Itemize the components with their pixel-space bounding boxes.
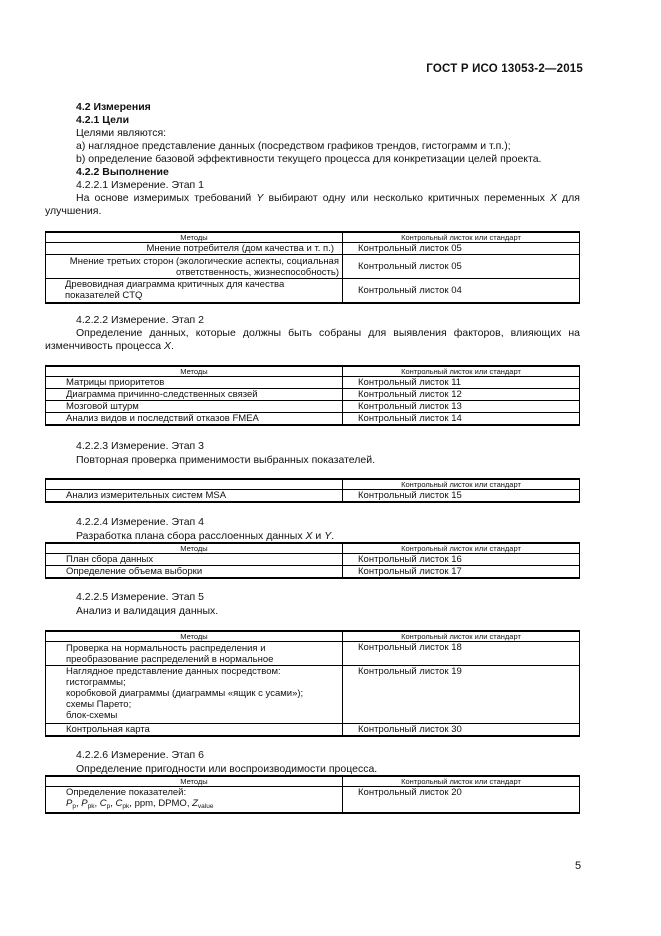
methods-table-step3 (45, 478, 580, 503)
column-header: Методы (46, 232, 343, 243)
table-row: Контрольная карта Контрольный листок 30 (46, 724, 580, 737)
column-header: Контрольный листок или стандарт (343, 776, 580, 787)
step-description: Анализ и валидация данных. (76, 605, 219, 617)
step-title: 4.2.2.6 Измерение. Этап 6 (76, 749, 204, 761)
table-row: Древовидная диаграмма критичных для качества показателей CTQ Контрольный листок 04 (46, 279, 580, 303)
table-row: Анализ измерительных систем MSA Контрольный листок 15 (46, 490, 580, 503)
section-title: 4.2 Измерения (76, 101, 151, 113)
capability-indices: $P_p$, $P_{pk}$, $C_p$, $C_{pk}$, ppm, DPMO, $Z_{value}$ (66, 798, 214, 810)
column-header: Методы (46, 776, 343, 787)
page-number: 5 (575, 860, 582, 872)
subsection-title: 4.2.1 Цели (76, 114, 130, 126)
column-header: Контрольный листок или стандарт (343, 479, 580, 490)
column-header: Контрольный листок или стандарт (343, 232, 580, 243)
goal-item: b) определение базовой эффективности текущего процесса для конкретизации целей проекта. (76, 153, 542, 165)
subsection-title: 4.2.2 Выполнение (76, 166, 169, 178)
table-row: Определение объема выборки Контрольный листок 17 (46, 566, 580, 579)
column-header: Методы (46, 543, 343, 554)
table-row: План сбора данных Контрольный листок 16 (46, 554, 580, 566)
step-description: Определение пригодности или воспроизводимости процесса. (76, 763, 378, 775)
step-title: 4.2.2.1 Измерение. Этап 1 (76, 179, 204, 191)
column-header: Контрольный листок или стандарт (343, 543, 580, 554)
methods-table-step6 (45, 775, 580, 814)
step-description: Определение данных, которые должны быть собраны для выявления факторов, влияющих на изменчивость процесса X. (45, 327, 580, 352)
methods-table-step5 (45, 630, 580, 737)
goals-intro: Целями являются: (76, 127, 167, 139)
step-description: Разработка плана сбора расслоенных данных X и Y. (76, 530, 335, 542)
table-row: Матрицы приоритетов Контрольный листок 11 (46, 377, 580, 389)
goal-item: a) наглядное представление данных (посредством графиков трендов, гистограмм и т.п.); (76, 140, 511, 152)
step-title: 4.2.2.4 Измерение. Этап 4 (76, 516, 204, 528)
table-row: Анализ видов и последствий отказов FMEA Контрольный листок 14 (46, 413, 580, 426)
column-header: Методы (46, 631, 343, 642)
document-code: ГОСТ Р ИСО 13053-2—2015 (426, 63, 583, 75)
column-header: Контрольный листок или стандарт (343, 366, 580, 377)
table-row: Определение показателей: $P_p$, $P_{pk}$, $C_p$, $C_{pk}$, ppm, DPMO, $Z_{value}$ Контрольный листок 20 (46, 787, 580, 814)
table-row: Диаграмма причинно-следственных связей Контрольный листок 12 (46, 389, 580, 401)
table-row: Мнение потребителя (дом качества и т. п.) Контрольный листок 05 (46, 243, 580, 255)
table-row: Мнение третьих сторон (экологические аспекты, социальная ответственность, жизнеспособность) Контрольный листок 05 (46, 255, 580, 279)
methods-table-step1 (45, 231, 580, 304)
column-header: Методы (46, 366, 343, 377)
step-title: 4.2.2.3 Измерение. Этап 3 (76, 440, 204, 452)
table-row: Проверка на нормальность распределения и преобразование распределений в нормальное Контрольный листок 18 (46, 642, 580, 666)
step-title: 4.2.2.2 Измерение. Этап 2 (76, 314, 204, 326)
table-row: Наглядное представление данных посредством: гистограммы; коробковой диаграммы (диаграммы «ящик с усами»); схемы Парето; блок-схемы Контрольный листок 19 (46, 666, 580, 724)
column-header: Контрольный листок или стандарт (343, 631, 580, 642)
table-row: Мозговой штурм Контрольный листок 13 (46, 401, 580, 413)
step-description: Повторная проверка применимости выбранных показателей. (76, 454, 375, 466)
step-description: На основе измеримых требований Y выбирают одну или несколько критичных переменных X для улучшения. (45, 192, 580, 217)
step-title: 4.2.2.5 Измерение. Этап 5 (76, 591, 204, 603)
methods-table-step4 (45, 542, 580, 579)
methods-table-step2 (45, 365, 580, 426)
